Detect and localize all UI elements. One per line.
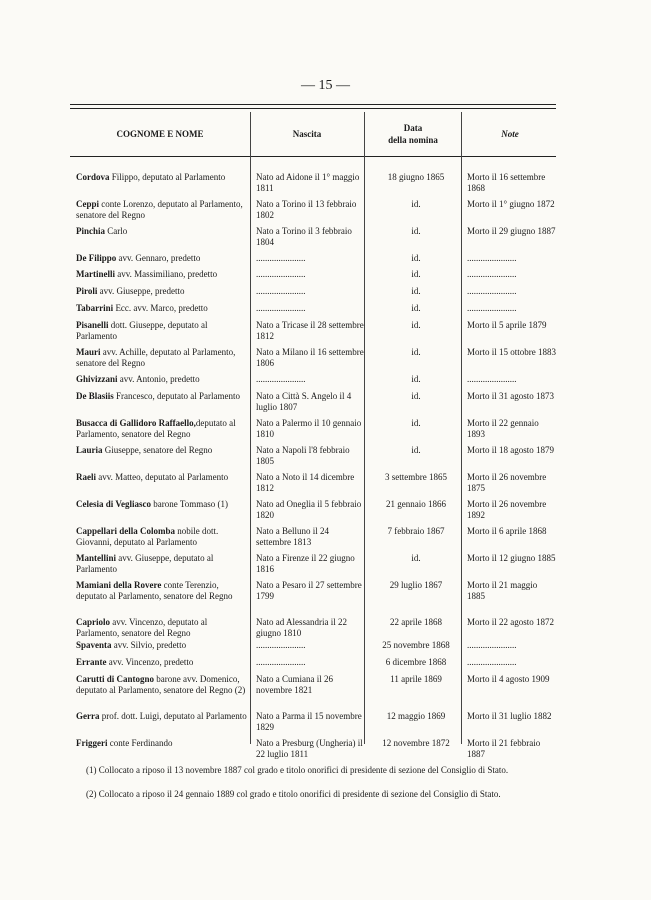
- page-number: — 15 —: [301, 78, 350, 93]
- appointment-date-cell: id.: [411, 391, 421, 401]
- surname: De Blasiis: [76, 391, 114, 401]
- name-cell: [76, 418, 248, 440]
- name-cell: [76, 303, 248, 314]
- note-cell: ......................: [467, 286, 517, 296]
- birth-cell: ......................: [256, 303, 306, 313]
- note-cell: ......................: [467, 269, 517, 279]
- name-cell: [76, 320, 248, 342]
- note-cell: Morto il 31 luglio 1882: [467, 711, 552, 721]
- appointment-date-cell: id.: [411, 253, 421, 263]
- surname: Ghivizzani: [76, 374, 118, 384]
- name-rest: avv. Silvio, predetto: [111, 640, 187, 650]
- appointment-date-cell: 3 settembre 1865: [385, 472, 447, 482]
- name-rest: deputato al Parlamento, senatore del Regno: [76, 418, 236, 439]
- name-rest: barone Tommaso (1): [151, 499, 228, 509]
- surname: Cordova: [76, 172, 110, 182]
- appointment-date-cell: id.: [411, 445, 421, 455]
- note-cell: Morto il 1° giugno 1872: [467, 199, 555, 209]
- surname: Cappellari della Colomba: [76, 526, 176, 536]
- name-rest: avv. Vincenzo, deputato al Parlamento, senatore del Regno: [76, 617, 208, 638]
- birth-cell: ......................: [256, 269, 306, 279]
- appointment-date-cell: id.: [411, 199, 421, 209]
- name-cell: [76, 269, 248, 280]
- surname: Raeli: [76, 472, 96, 482]
- top-rule-2: [70, 108, 556, 109]
- appointment-date-cell: id.: [411, 226, 421, 236]
- name-cell: [76, 226, 248, 237]
- surname: Mauri: [76, 347, 101, 357]
- note-cell: Morto il 22 gennaio 1893: [467, 418, 539, 439]
- birth-cell: Nato a Milano il 16 settembre 1806: [256, 347, 364, 368]
- note-cell: ......................: [467, 374, 517, 384]
- name-rest: avv. Achille, deputato al Parlamento, senatore del Regno: [76, 347, 236, 368]
- birth-cell: Nato a Pesaro il 27 settembre 1799: [256, 580, 362, 601]
- appointment-date-cell: id.: [411, 418, 421, 428]
- appointment-date-cell: 22 aprile 1868: [390, 617, 442, 627]
- name-rest: avv. Matteo, deputato al Parlamento: [96, 472, 229, 482]
- name-cell: [76, 640, 248, 651]
- top-rule: [70, 104, 556, 105]
- appointment-date-cell: 21 gennaio 1866: [386, 499, 446, 509]
- name-rest: avv. Antonio, predetto: [117, 374, 200, 384]
- birth-cell: Nato a Torino il 3 febbraio 1804: [256, 226, 352, 247]
- surname: Busacca di Gallidoro Raffaello,: [76, 418, 196, 428]
- note-cell: Morto il 29 giugno 1887: [467, 226, 556, 236]
- birth-cell: ......................: [256, 640, 306, 650]
- name-rest: Francesco, deputato al Parlamento: [113, 391, 240, 401]
- note-cell: Morto il 6 aprile 1868: [467, 526, 547, 536]
- column-divider-1: [250, 112, 251, 744]
- appointment-date-cell: id.: [411, 320, 421, 330]
- header-notes: Note: [501, 129, 519, 139]
- note-cell: Morto il 12 giugno 1885: [467, 553, 556, 563]
- appointment-date-cell: id.: [411, 303, 421, 313]
- birth-cell: Nato a Città S. Angelo il 4 luglio 1807: [256, 391, 352, 412]
- appointment-date-cell: 29 luglio 1867: [389, 580, 443, 590]
- surname: Pisanelli: [76, 320, 109, 330]
- birth-cell: Nato a Noto il 14 dicembre 1812: [256, 472, 355, 493]
- appointment-date-cell: 7 febbraio 1867: [387, 526, 445, 536]
- surname: Ceppi: [76, 199, 100, 209]
- note-cell: Morto il 21 maggio 1885: [467, 580, 538, 601]
- surname: Friggeri: [76, 738, 108, 748]
- surname: Piroli: [76, 286, 98, 296]
- birth-cell: ......................: [256, 657, 306, 667]
- appointment-date-cell: id.: [411, 374, 421, 384]
- appointment-date-cell: id.: [411, 269, 421, 279]
- appointment-date-cell: 12 novembre 1872: [382, 738, 450, 748]
- name-cell: [76, 499, 248, 510]
- note-cell: Morto il 18 agosto 1879: [467, 445, 554, 455]
- note-cell: Morto il 26 novembre 1892: [467, 499, 547, 520]
- note-cell: ......................: [467, 657, 517, 667]
- header-birth: Nascita: [292, 129, 322, 139]
- birth-cell: Nato a Parma il 15 novembre 1829: [256, 711, 362, 732]
- appointment-date-cell: 11 aprile 1869: [390, 674, 442, 684]
- name-rest: Ecc. avv. Marco, predetto: [113, 303, 208, 313]
- surname: Tabarrini: [76, 303, 114, 313]
- birth-cell: Nato ad Oneglia il 5 febbraio 1820: [256, 499, 362, 520]
- footnote-1: (1) Collocato a riposo il 13 novembre 1887 col grado e titolo onorifici di presidente di sezione del Consiglio di Stato.: [86, 765, 509, 775]
- appointment-date-cell: 12 maggio 1869: [386, 711, 446, 721]
- name-rest: conte Lorenzo, deputato al Parlamento, senatore del Regno: [76, 199, 243, 220]
- birth-cell: ......................: [256, 374, 306, 384]
- appointment-date-cell: 18 giugno 1865: [387, 172, 445, 182]
- surname: Martinelli: [76, 269, 115, 279]
- birth-cell: Nato a Firenze il 22 giugno 1816: [256, 553, 355, 574]
- name-cell: [76, 391, 248, 402]
- name-rest: nobile dott. Giovanni, deputato al Parlamento: [76, 526, 219, 547]
- note-cell: Morto il 26 novembre 1875: [467, 472, 547, 493]
- birth-cell: ......................: [256, 286, 306, 296]
- birth-cell: Nato a Cumiana il 26 novembre 1821: [256, 674, 333, 695]
- birth-cell: Nato ad Alessandria il 22 giugno 1810: [256, 617, 347, 638]
- appointment-date-cell: 6 dicembre 1868: [385, 657, 447, 667]
- name-cell: [76, 711, 248, 722]
- name-cell: [76, 526, 248, 548]
- name-rest: avv. Giuseppe, deputato al Parlamento: [76, 553, 214, 574]
- appointment-date-cell: 25 novembre 1868: [382, 640, 450, 650]
- surname: Carutti di Cantogno: [76, 674, 155, 684]
- name-cell: [76, 347, 248, 369]
- birth-cell: Nato a Napoli l'8 febbraio 1805: [256, 445, 350, 466]
- name-cell: [76, 617, 248, 639]
- appointment-date-cell: id.: [411, 347, 421, 357]
- note-cell: ......................: [467, 640, 517, 650]
- appointment-date-cell: id.: [411, 286, 421, 296]
- name-cell: [76, 553, 248, 575]
- note-cell: ......................: [467, 253, 517, 263]
- name-cell: [76, 172, 248, 183]
- name-cell: [76, 199, 248, 221]
- note-cell: Morto il 16 settembre 1868: [467, 172, 546, 193]
- note-cell: Morto il 15 ottobre 1883: [467, 347, 556, 357]
- footnote-2: (2) Collocato a riposo il 24 gennaio 1889 col grado e titolo onorifici di presidente di sezione del Consiglio di Stato.: [86, 789, 501, 799]
- name-rest: dott. Giuseppe, deputato al Parlamento: [76, 320, 208, 341]
- note-cell: Morto il 21 febbraio 1887: [467, 738, 541, 759]
- name-rest: Filippo, deputato al Parlamento: [109, 172, 226, 182]
- birth-cell: ......................: [256, 253, 306, 263]
- surname: Mantellini: [76, 553, 116, 563]
- name-cell: [76, 286, 248, 297]
- note-cell: Morto il 31 agosto 1873: [467, 391, 554, 401]
- appointment-date-cell: id.: [411, 553, 421, 563]
- note-cell: Morto il 22 agosto 1872: [467, 617, 554, 627]
- name-rest: conte Terenzio, deputato al Parlamento, senatore del Regno: [76, 580, 233, 601]
- note-cell: ......................: [467, 303, 517, 313]
- name-cell: [76, 674, 248, 696]
- name-cell: [76, 738, 248, 749]
- header-appointment: Data della nomina: [388, 123, 438, 145]
- name-rest: avv. Giuseppe, predetto: [97, 286, 185, 296]
- note-cell: Morto il 5 aprile 1879: [467, 320, 547, 330]
- header-rule: [70, 156, 556, 157]
- surname: Spaventa: [76, 640, 112, 650]
- surname: Pinchia: [76, 226, 106, 236]
- surname: De Filippo: [76, 253, 117, 263]
- surname: Mamiani della Rovere: [76, 580, 162, 590]
- name-rest: avv. Gennaro, predetto: [116, 253, 201, 263]
- surname: Lauria: [76, 445, 103, 455]
- name-rest: barone avv. Domenico, deputato al Parlamento, senatore del Regno (2): [76, 674, 246, 695]
- name-cell: [76, 253, 248, 264]
- name-cell: [76, 580, 248, 602]
- name-cell: [76, 445, 248, 456]
- name-cell: [76, 657, 248, 668]
- surname: Errante: [76, 657, 107, 667]
- birth-cell: Nato a Torino il 13 febbraio 1802: [256, 199, 357, 220]
- birth-cell: Nato a Belluno il 24 settembre 1813: [256, 526, 329, 547]
- birth-cell: Nato a Palermo il 10 gennaio 1810: [256, 418, 362, 439]
- name-rest: Carlo: [105, 226, 128, 236]
- name-rest: prof. dott. Luigi, deputato al Parlamento: [99, 711, 247, 721]
- surname: Celesia di Vegliasco: [76, 499, 152, 509]
- surname: Gerra: [76, 711, 100, 721]
- name-cell: [76, 472, 248, 483]
- birth-cell: Nato a Tricase il 28 settembre 1812: [256, 320, 364, 341]
- name-rest: avv. Vincenzo, predetto: [106, 657, 194, 667]
- surname: Capriolo: [76, 617, 111, 627]
- birth-cell: Nato ad Aidone il 1° maggio 1811: [256, 172, 360, 193]
- name-rest: avv. Massimiliano, predetto: [115, 269, 218, 279]
- note-cell: Morto il 4 agosto 1909: [467, 674, 550, 684]
- header-name: COGNOME E NOME: [116, 129, 204, 139]
- name-rest: conte Ferdinando: [107, 738, 173, 748]
- birth-cell: Nato a Presburg (Ungheria) il 22 luglio 1811: [256, 738, 363, 759]
- name-rest: Giuseppe, senatore del Regno: [102, 445, 213, 455]
- name-cell: [76, 374, 248, 385]
